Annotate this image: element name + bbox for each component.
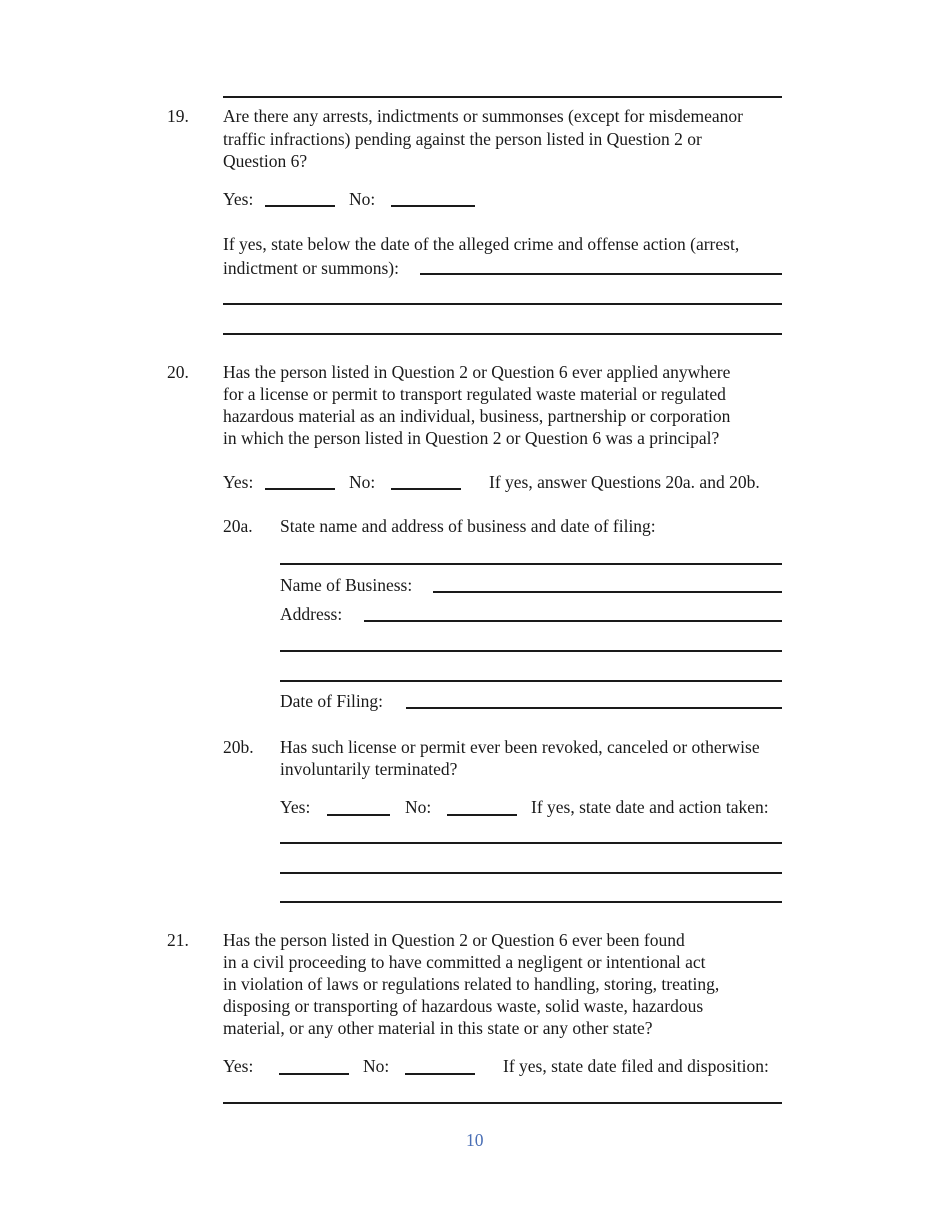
question-text-line: for a license or permit to transport regulated waste material or regulated [223,384,726,404]
question-text-line: disposing or transporting of hazardous waste, solid waste, hazardous [223,996,704,1016]
q20b-details-blank[interactable] [280,842,782,844]
question-number: 20. [167,362,189,382]
address-blank[interactable] [280,650,782,652]
address-blank[interactable] [364,620,782,622]
question-text-line: Question 6? [223,151,308,171]
page-number: 10 [466,1130,484,1150]
question-number: 20b. [223,737,254,757]
question-text-line: Has such license or permit ever been revoked, canceled or otherwise [280,737,760,757]
question-text-line: traffic infractions) pending against the person listed in Question 2 or [223,129,702,149]
question-text-line: in a civil proceeding to have committed a negligent or intentional act [223,952,706,972]
q19-details-blank[interactable] [420,273,782,275]
question-text-line: material, or any other material in this state or any other state? [223,1018,653,1038]
question-text-line: hazardous material as an individual, business, partnership or corporation [223,406,731,426]
question-number: 21. [167,930,189,950]
q20b-details-blank[interactable] [280,901,782,903]
name-of-business-blank[interactable] [433,591,782,593]
q21-details-blank[interactable] [223,1102,782,1104]
q20-no-blank[interactable] [391,488,461,490]
yes-label: Yes: [280,797,311,817]
question-text-line: involuntarily terminated? [280,759,458,779]
no-label: No: [363,1056,390,1076]
yes-label: Yes: [223,472,254,492]
q20b-no-blank[interactable] [447,814,517,816]
instruction-text: If yes, answer Questions 20a. and 20b. [489,472,760,492]
q19-yes-blank[interactable] [265,205,335,207]
q20b-yes-blank[interactable] [327,814,390,816]
q20b-details-blank[interactable] [280,872,782,874]
no-label: No: [349,472,376,492]
q21-no-blank[interactable] [405,1073,475,1075]
q21-yes-blank[interactable] [279,1073,349,1075]
no-label: No: [349,189,376,209]
instruction-text: If yes, state date filed and disposition: [503,1056,769,1076]
question-text: State name and address of business and date of filing: [280,516,656,536]
followup-text: indictment or summons): [223,258,399,278]
yes-label: Yes: [223,189,254,209]
question-text-line: in violation of laws or regulations related to handling, storing, treating, [223,974,720,994]
question-number: 20a. [223,516,253,536]
date-of-filing-label: Date of Filing: [280,691,384,711]
q19-details-blank[interactable] [223,333,782,335]
no-label: No: [405,797,432,817]
instruction-text: If yes, state date and action taken: [531,797,769,817]
yes-label: Yes: [223,1056,254,1076]
question-text-line: Are there any arrests, indictments or summonses (except for misdemeanor [223,106,743,126]
question-text-line: Has the person listed in Question 2 or Question 6 ever been found [223,930,685,950]
followup-text: If yes, state below the date of the alleged crime and offense action (arrest, [223,234,740,254]
address-blank[interactable] [280,680,782,682]
date-of-filing-blank[interactable] [406,707,782,709]
question-number: 19. [167,106,189,126]
q19-details-blank[interactable] [223,303,782,305]
question-text-line: in which the person listed in Question 2 or Question 6 was a principal? [223,428,720,448]
q19-no-blank[interactable] [391,205,475,207]
name-of-business-label: Name of Business: [280,575,413,595]
q20a-blank[interactable] [280,563,782,565]
q20-yes-blank[interactable] [265,488,335,490]
address-label: Address: [280,604,343,624]
top-rule [223,96,782,98]
question-text-line: Has the person listed in Question 2 or Question 6 ever applied anywhere [223,362,731,382]
